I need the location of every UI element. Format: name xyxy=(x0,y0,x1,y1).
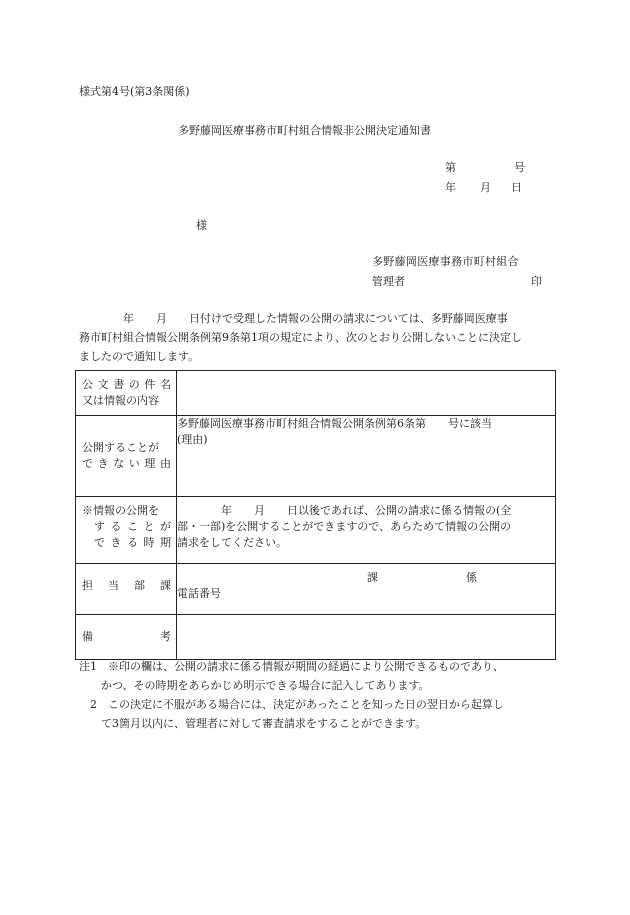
table-row xyxy=(76,416,556,497)
issuer-title: 管理者 xyxy=(372,275,405,288)
note-line: 2 この決定に不服がある場合には、決定があったことを知った日の翌日から起算し xyxy=(79,698,504,711)
value-department xyxy=(177,564,556,615)
document-number xyxy=(445,161,525,175)
issuer-organization: 多野藤岡医療事務市町村組合 xyxy=(372,255,519,268)
reason-line: (理由) xyxy=(177,433,208,446)
doc-number-suffix: 号 xyxy=(514,161,525,174)
dept-section-line: 課 係 xyxy=(367,571,477,584)
label-line: で き る 時 期 xyxy=(94,536,171,549)
footnotes xyxy=(79,657,559,733)
body-line: 務市町村組合情報公開条例第9条第1項の規定により、次のとおり公開しないことに決定し xyxy=(79,331,522,344)
label-department xyxy=(76,564,177,615)
addressee-honorific: 様 xyxy=(196,219,207,232)
issuer-manager xyxy=(372,275,542,289)
date-year: 年 xyxy=(445,181,456,194)
value-document-subject xyxy=(177,371,556,416)
decision-table xyxy=(75,370,556,660)
doc-number-prefix: 第 xyxy=(445,161,456,174)
body-line: ましたので通知します。 xyxy=(79,350,200,363)
label-disclosure-period xyxy=(76,497,177,564)
date-month: 月 xyxy=(480,181,491,194)
label-line: で き な い 理 由 xyxy=(82,457,171,470)
body-line: 年 月 日付けで受理した情報の公開の請求については、多野藤岡医療事 xyxy=(79,312,508,325)
form-number: 様式第4号(第3条関係) xyxy=(79,85,190,98)
value-remarks xyxy=(177,615,556,660)
value-nondisclosure-reason xyxy=(177,416,556,497)
label-document-subject xyxy=(76,371,177,416)
label-line: 公開することが xyxy=(82,441,159,454)
label-nondisclosure-reason xyxy=(76,416,177,497)
note-line: て3箇月以内に、管理者に対して審査請求をすることができます。 xyxy=(79,717,427,730)
table-row xyxy=(76,615,556,660)
period-line: 部・一部)を公開することができますので、あらためて情報の公開の xyxy=(177,520,512,533)
date-day: 日 xyxy=(511,181,522,194)
document-date xyxy=(445,181,522,195)
label-line: 又は情報の内容 xyxy=(82,394,159,407)
seal-mark: 印 xyxy=(531,275,542,288)
note-line: 注1 ※印の欄は、公開の請求に係る情報が期間の経過により公開できるものであり、 xyxy=(79,660,504,673)
label-remarks xyxy=(76,615,177,660)
period-line: 請求をしてください。 xyxy=(177,536,287,549)
period-line: 年 月 日以後であれば、公開の請求に係る情報の(全 xyxy=(177,504,512,517)
value-disclosure-period xyxy=(177,497,556,564)
note-line: かつ、その時期をあらかじめ明示できる場合に記入してあります。 xyxy=(79,679,430,692)
table-row xyxy=(76,371,556,416)
notice-body xyxy=(79,309,551,366)
label-line: す る こ と が xyxy=(94,520,171,533)
reason-line: 多野藤岡医療事務市町村組合情報公開条例第6条第 号に該当 xyxy=(177,417,492,430)
label-line: 備 考 xyxy=(82,630,171,643)
label-line: ※情報の公開を xyxy=(82,504,159,517)
document-title: 多野藤岡医療事務市町村組合情報非公開決定通知書 xyxy=(178,124,431,137)
label-line: 公 文 書 の 件 名 xyxy=(82,378,171,391)
label-line: 担 当 部 課 xyxy=(82,579,171,592)
table-row xyxy=(76,564,556,615)
table-row xyxy=(76,497,556,564)
phone-number-line: 電話番号 xyxy=(177,587,221,600)
